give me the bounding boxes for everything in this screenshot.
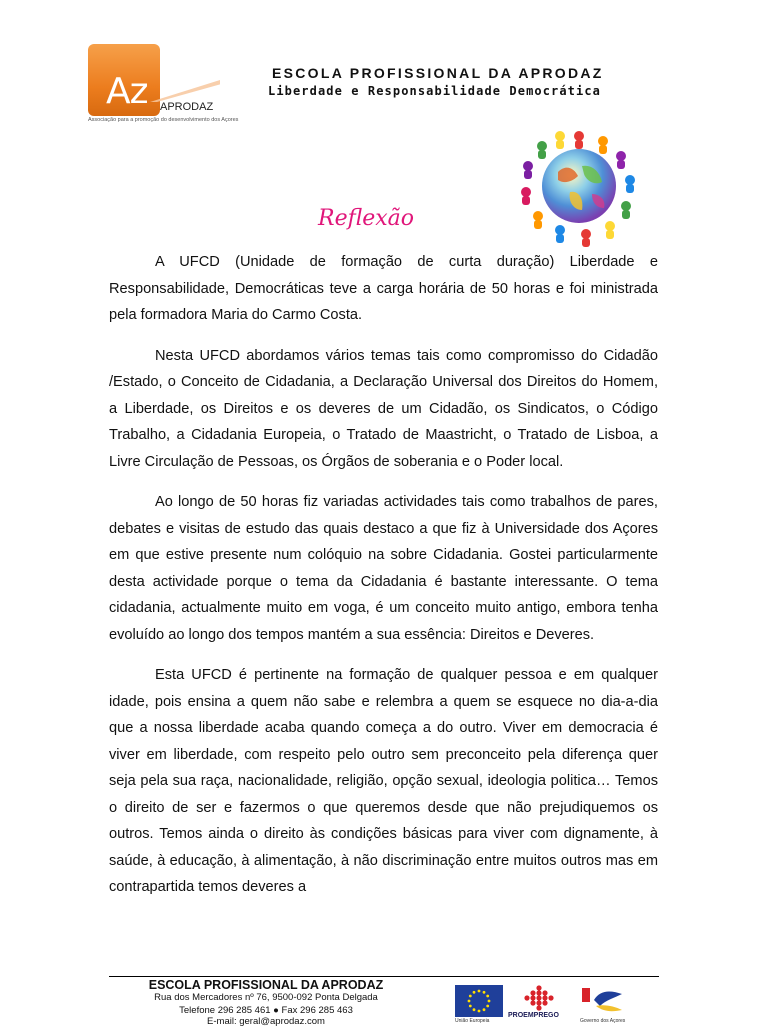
- proemprego-label: PROEMPREGO: [508, 1012, 559, 1019]
- logo-mark: Az: [106, 71, 148, 112]
- paragraph: A UFCD (Unidade de formação de curta duração) Liberdade e Responsabilidade, Democráticas teve a carga horária de 50 horas e foi ministrada pela formadora Maria do Carmo Costa.: [109, 254, 658, 323]
- governo-caption: Governo dos Açores: [580, 1018, 626, 1024]
- proemprego-logo: [518, 984, 560, 1014]
- document-body: [109, 249, 658, 901]
- logo-tagline: Associação para a promoção do desenvolvimento dos Açores: [88, 117, 239, 123]
- footer-email: E-mail: geral@aprodaz.com: [207, 1016, 325, 1027]
- footer-divider: [109, 976, 659, 977]
- school-title: ESCOLA PROFISSIONAL DA APRODAZ: [272, 65, 604, 81]
- eu-flag-logo: [455, 985, 503, 1017]
- paragraph: Ao longo de 50 horas fiz variadas actividades tais como trabalhos de pares, debates e visitas de estudo das quais destaco a que fiz à Universidade dos Açores em que estive presente num colóquio na sobre Cidadania. Gostei particularmente desta actividade porque o tema da Cidadania é bastante interessante. O tema cidadania, actualmente muito em voga, é um conceito muito antigo, embora tenha evoluído ao longo dos tempos mantém a sua essência: Direitos e Deveres.: [109, 494, 658, 643]
- globe-people-illustration: [514, 124, 644, 248]
- footer-school-name: ESCOLA PROFISSIONAL DA APRODAZ: [148, 978, 384, 992]
- governo-acores-logo: [580, 984, 626, 1018]
- footer-phone-fax: Telefone 296 285 461 ● Fax 296 285 463: [179, 1005, 353, 1016]
- document-title: Reflexão: [318, 206, 415, 231]
- logo-name: APRODAZ: [160, 101, 214, 113]
- eu-caption: União Europeia: [455, 1018, 490, 1024]
- footer-address: Rua dos Mercadores nº 76, 9500-092 Ponta Delgada: [154, 992, 378, 1003]
- paragraph: Nesta UFCD abordamos vários temas tais como compromisso do Cidadão /Estado, o Conceito de Cidadania, a Declaração Universal dos Direitos do Homem, a Liberdade, os Direitos e os deveres de um Cidadão, os Sindicatos, o Código Trabalho, a Cidadania Europeia, o Tratado de Maastricht, o Tratado de Lisboa, a Livre Circulação de Pessoas, os Órgãos de soberania e o Poder local.: [109, 347, 658, 470]
- school-subtitle: Liberdade e Responsabilidade Democrática: [268, 84, 601, 98]
- paragraph: Esta UFCD é pertinente na formação de qualquer pessoa e em qualquer idade, pois ensina a quem não sabe e relembra a quem se esquece no dia-a-dia que a nossa liberdade acaba quando começa a do outro. Viver em democracia é viver em liberdade, com respeito pelo outro sem preconceito pela diferença quer seja pela sua raça, nacionalidade, religião, opção sexual, ideologia politica… Temos o direito de ser e fazermos o que queremos desde que não prejudiquemos os outros. Temos ainda o direito às condições básicas para viver com dignamente, à saúde, à educação, à alimentação, à não discriminação entre muitos outros mas em contrapartida temos deveres a: [109, 667, 658, 895]
- logo-swoosh: [150, 80, 220, 102]
